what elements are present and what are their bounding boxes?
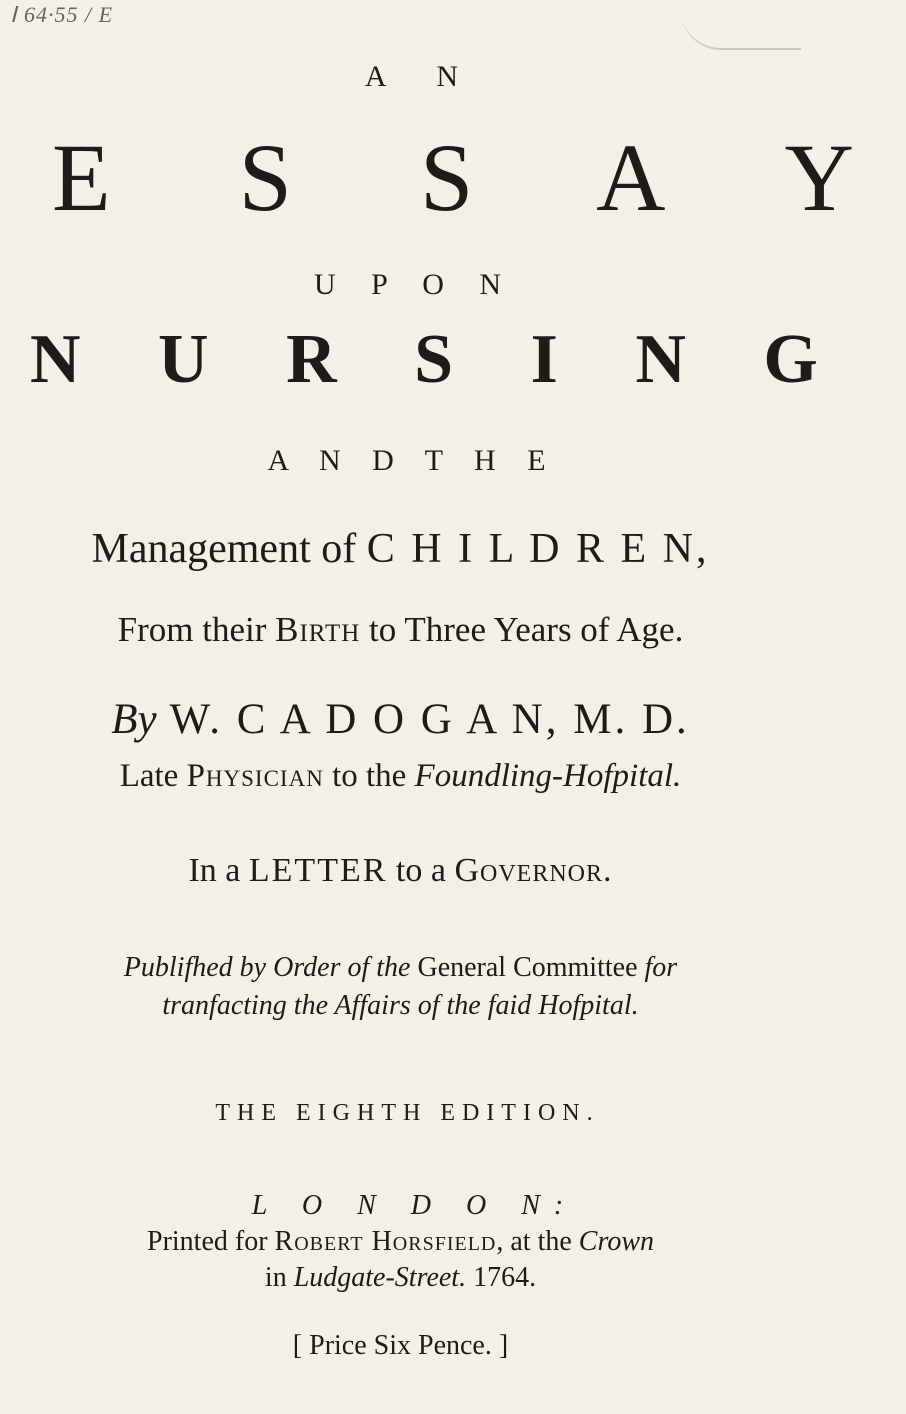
author-position-line [0, 758, 801, 795]
imprint-street: Ludgate-Street. [293, 1262, 467, 1293]
handwritten-shelfmark: Ⅰ 64·55 / E [10, 2, 114, 27]
letter-to-a: to a [387, 852, 455, 889]
letter-line [0, 852, 801, 890]
title-birth-line [0, 610, 801, 650]
letter-word: LETTER [248, 852, 388, 889]
management-prefix: Management of [91, 526, 367, 572]
printed-suffix: , at the [496, 1226, 579, 1257]
pub-committee: General Committee [410, 952, 645, 983]
position-to-the: to the [323, 758, 415, 794]
letter-prefix: In a [188, 852, 249, 889]
author-line [0, 695, 801, 744]
pub-italic-2: for [644, 952, 678, 983]
position-late: Late [119, 758, 187, 794]
title-management-line [0, 525, 801, 573]
management-children: C H I L D R E N, [366, 526, 710, 572]
imprint-in: in [264, 1262, 294, 1293]
publication-line-1 [0, 952, 801, 984]
letter-governor: Governor. [454, 852, 613, 889]
author-name: W. C A D O G A N, M. D. [156, 696, 690, 743]
author-by: By [111, 696, 157, 743]
birth-word: Birth [275, 610, 361, 649]
title-nursing: N U R S I N G [30, 321, 848, 398]
position-hospital: Foundling-Hofpital. [414, 758, 682, 794]
birth-prefix: From their [117, 610, 276, 649]
title-upon: U P O N [313, 268, 516, 301]
printer-name: Robert Horsfield [274, 1226, 497, 1257]
printer-sign: Crown [578, 1226, 654, 1257]
imprint-london: L O N D O N: [251, 1190, 578, 1221]
pub-italic-1: Publifhed by Order of the [123, 952, 411, 983]
imprint-year: 1764. [466, 1262, 537, 1293]
edition-statement: THE EIGHTH EDITION. [215, 1100, 600, 1126]
corner-stain [681, 0, 801, 50]
printed-prefix: Printed for [147, 1226, 275, 1257]
price-statement: [ Price Six Pence. ] [292, 1330, 509, 1361]
imprint-address-line [0, 1262, 801, 1294]
imprint-printer-line [0, 1226, 801, 1258]
birth-suffix: to Three Years of Age. [360, 610, 684, 649]
title-essay: E S S A Y [52, 124, 906, 231]
publication-line-2: tranfacting the Affairs of the faid Hofpital. [162, 990, 639, 1021]
title-an: A N [364, 60, 481, 93]
position-physician: Physician [186, 758, 324, 794]
title-and-the: A N D T H E [267, 444, 558, 477]
